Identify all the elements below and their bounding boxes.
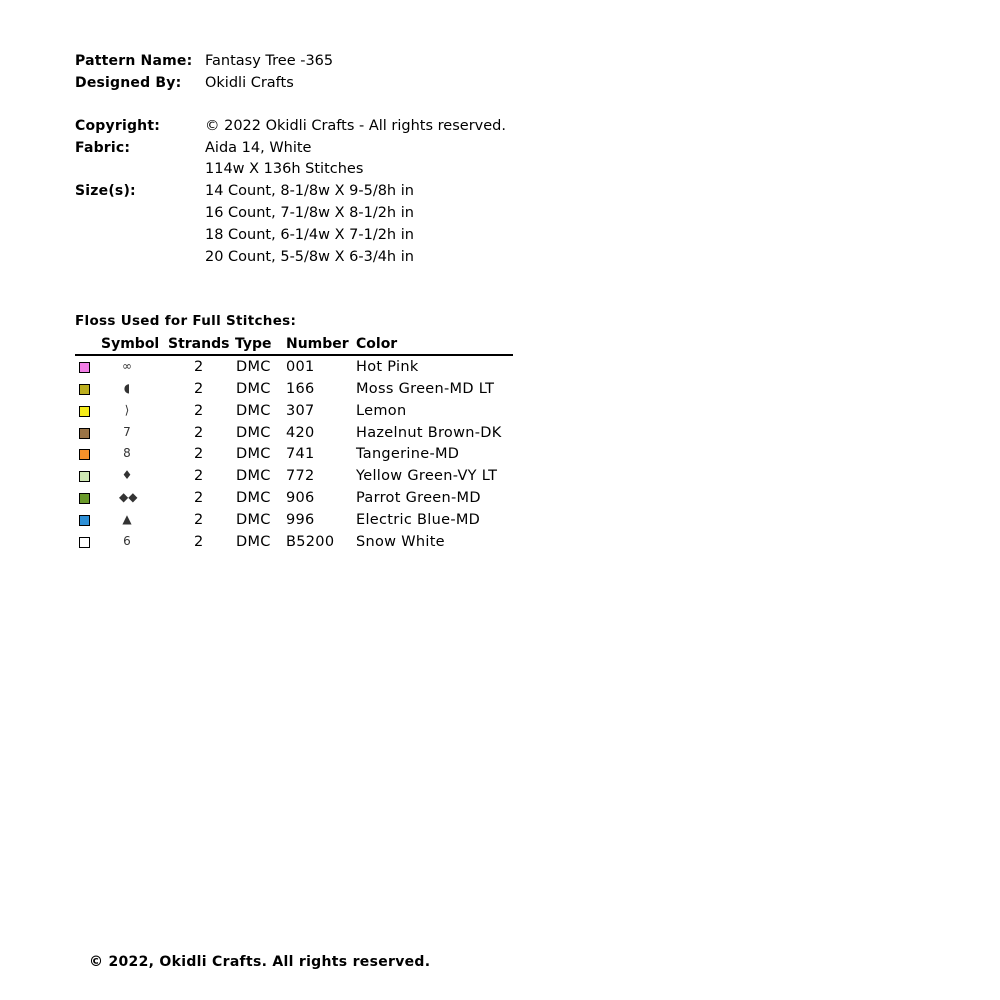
number-cell: 420 xyxy=(286,425,315,441)
footer-copyright: © 2022, Okidli Crafts. All rights reserved. xyxy=(89,954,431,970)
floss-section-title: Floss Used for Full Stitches: xyxy=(75,313,297,329)
size-value: 14 Count, 8-1/8w X 9-5/8h in xyxy=(205,183,414,199)
table-row xyxy=(75,488,513,510)
table-row xyxy=(75,510,513,532)
strands-cell: 2 xyxy=(194,534,204,550)
stitch-symbol: ♦ xyxy=(121,468,133,482)
type-cell: DMC xyxy=(236,468,271,484)
size-value: 18 Count, 6-1/4w X 7-1/2h in xyxy=(205,227,414,243)
designer-label: Designed By: xyxy=(75,75,182,91)
color-name-cell: Moss Green-MD LT xyxy=(356,381,495,397)
type-cell: DMC xyxy=(236,534,271,550)
strands-cell: 2 xyxy=(194,403,204,419)
number-cell: 741 xyxy=(286,446,315,462)
number-cell: 001 xyxy=(286,359,315,375)
strands-cell: 2 xyxy=(194,425,204,441)
designer-value: Okidli Crafts xyxy=(205,75,294,91)
color-name-cell: Parrot Green-MD xyxy=(356,490,481,506)
table-row xyxy=(75,444,513,466)
fabric-value: Aida 14, White xyxy=(205,140,312,156)
size-value: 20 Count, 5-5/8w X 6-3/4h in xyxy=(205,249,414,265)
header-type: Type xyxy=(235,336,272,352)
pattern-name-value: Fantasy Tree -365 xyxy=(205,53,334,69)
color-swatch xyxy=(79,406,90,417)
table-row xyxy=(75,357,513,379)
strands-cell: 2 xyxy=(194,381,204,397)
color-swatch xyxy=(79,471,90,482)
stitch-symbol: 7 xyxy=(123,425,131,439)
strands-cell: 2 xyxy=(194,490,204,506)
table-row xyxy=(75,379,513,401)
type-cell: DMC xyxy=(236,425,271,441)
type-cell: DMC xyxy=(236,359,271,375)
stitch-symbol: 6 xyxy=(123,534,131,548)
stitch-symbol: 8 xyxy=(123,446,131,460)
type-cell: DMC xyxy=(236,381,271,397)
stitch-symbol: ◖ xyxy=(123,381,131,395)
table-row xyxy=(75,466,513,488)
color-name-cell: Hot Pink xyxy=(356,359,419,375)
table-row xyxy=(75,423,513,445)
header-strands: Strands xyxy=(168,336,230,352)
number-cell: 906 xyxy=(286,490,315,506)
number-cell: B5200 xyxy=(286,534,335,550)
fabric-label: Fabric: xyxy=(75,140,131,156)
color-name-cell: Hazelnut Brown-DK xyxy=(356,425,502,441)
strands-cell: 2 xyxy=(194,468,204,484)
strands-cell: 2 xyxy=(194,446,204,462)
color-swatch xyxy=(79,515,90,526)
color-swatch xyxy=(79,384,90,395)
header-symbol: Symbol xyxy=(101,336,160,352)
copyright-value: © 2022 Okidli Crafts - All rights reserved. xyxy=(205,118,506,134)
copyright-label: Copyright: xyxy=(75,118,161,134)
number-cell: 772 xyxy=(286,468,315,484)
color-swatch xyxy=(79,362,90,373)
pattern-name-label: Pattern Name: xyxy=(75,53,193,69)
color-swatch xyxy=(79,493,90,504)
color-name-cell: Yellow Green-VY LT xyxy=(356,468,498,484)
stitch-symbol: ∞ xyxy=(122,359,132,373)
stitches-value: 114w X 136h Stitches xyxy=(205,161,364,177)
type-cell: DMC xyxy=(236,490,271,506)
strands-cell: 2 xyxy=(194,359,204,375)
header-number: Number xyxy=(286,336,349,352)
header-color: Color xyxy=(356,336,398,352)
table-row xyxy=(75,532,513,554)
color-name-cell: Snow White xyxy=(356,534,445,550)
color-swatch xyxy=(79,449,90,460)
color-name-cell: Lemon xyxy=(356,403,407,419)
number-cell: 996 xyxy=(286,512,315,528)
stitch-symbol: ◆◆ xyxy=(119,490,138,504)
color-swatch xyxy=(79,537,90,548)
stitch-symbol: ▲ xyxy=(122,512,132,526)
table-row xyxy=(75,401,513,423)
type-cell: DMC xyxy=(236,446,271,462)
size-value: 16 Count, 7-1/8w X 8-1/2h in xyxy=(205,205,414,221)
color-swatch xyxy=(79,428,90,439)
number-cell: 307 xyxy=(286,403,315,419)
type-cell: DMC xyxy=(236,403,271,419)
color-name-cell: Tangerine-MD xyxy=(356,446,460,462)
strands-cell: 2 xyxy=(194,512,204,528)
color-name-cell: Electric Blue-MD xyxy=(356,512,481,528)
floss-table-header xyxy=(75,335,513,356)
number-cell: 166 xyxy=(286,381,315,397)
type-cell: DMC xyxy=(236,512,271,528)
stitch-symbol: ⟩ xyxy=(124,403,130,417)
sizes-label: Size(s): xyxy=(75,183,136,199)
